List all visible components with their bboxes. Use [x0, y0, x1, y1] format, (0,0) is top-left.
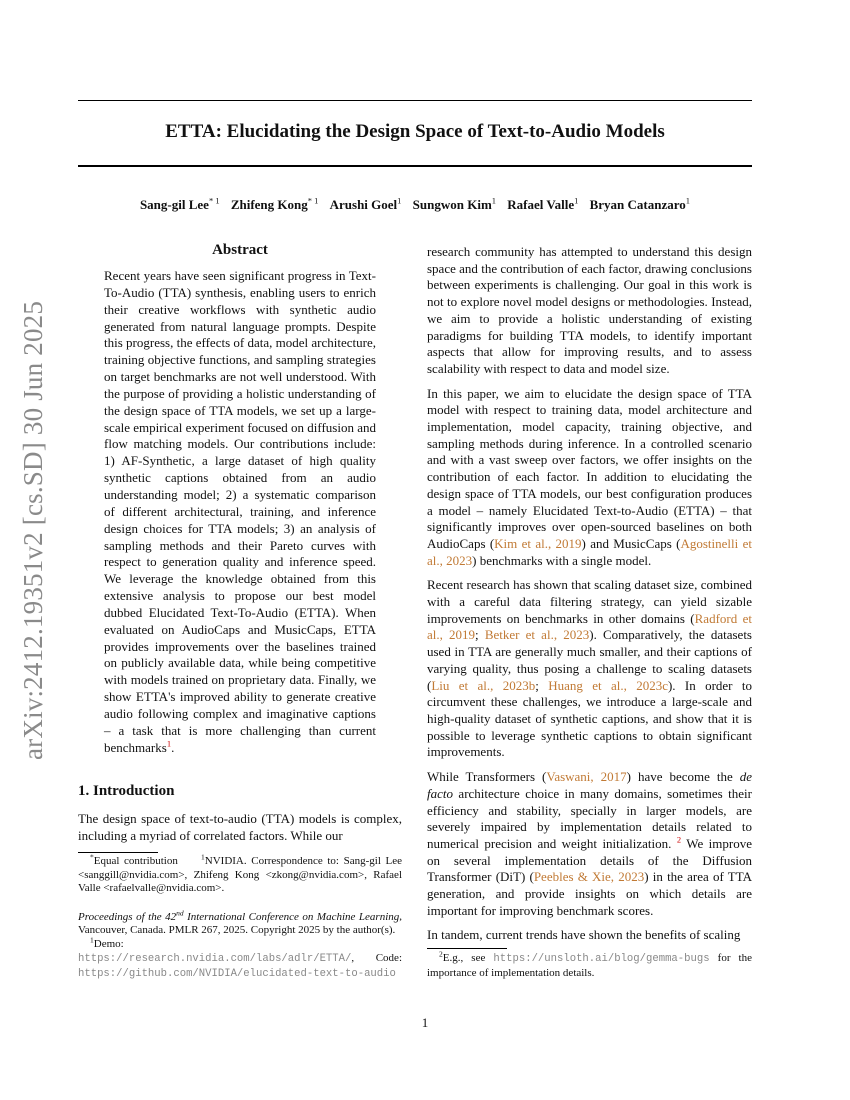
citation-link[interactable]: Liu et al., 2023b [431, 677, 536, 693]
author: Bryan Catanzaro$^1$ [589, 196, 691, 213]
footnote-right: $^2$E.g., see https://unsloth.ai/blog/gemma-bugs for the importance of implementation details. [427, 949, 752, 979]
intro-paragraph: The design space of text-to-audio (TTA) models is complex, including a myriad of correlated factors. While our [78, 811, 402, 843]
paragraph: research community has attempted to understand this design space and the contribution of each factor, drawing conclusions between experiments is challenging. Our goal in this work is not to explore novel model designs or methodologies. Instead, we aim to provide a holistic understanding of existing paradigms for building TTA models, to identify important aspects that allow for improving results, and to assess scalability with respect to data and model size. [427, 244, 752, 376]
title-top-rule [78, 100, 752, 101]
section-heading-introduction: 1. Introduction [78, 783, 175, 799]
footnote-1-link[interactable]: 1 [166, 738, 172, 749]
right-column [427, 244, 752, 952]
footnote-affiliation: *Equal contribution $^1$NVIDIA. Correspondence to: Sang-gil Lee <sanggill@nvidia.com>, Zhifeng Kong <zkong@nvidia.com>, Rafael Valle <rafaelvalle@nvidia.com>. [78, 852, 403, 895]
author: Rafael Valle$^1$ [507, 196, 579, 213]
citation-link[interactable]: Radford et al., 2019 [427, 610, 752, 643]
arxiv-stamp: arXiv:2412.19351v2 [cs.SD] 30 Jun 2025 [18, 300, 48, 760]
author: Sungwon Kim$^1$ [412, 196, 497, 213]
citation-link[interactable]: Betker et al., 2023 [484, 627, 590, 643]
citation-link[interactable]: Vaswani, 2017 [546, 769, 627, 785]
footnote-proceedings: Proceedings of the 42nd International Conference on Machine Learning, Vancouver, Canada. PMLR 267, 2025. Copyright 2025 by the author(s). [78, 908, 402, 937]
gemma-bugs-link[interactable]: https://unsloth.ai/blog/gemma-bugs [493, 953, 710, 965]
citation-link[interactable]: Huang et al., 2023c [548, 677, 668, 693]
footnote-2-link[interactable]: 2 [676, 834, 682, 845]
paper-title: ETTA: Elucidating the Design Space of Text-to-Audio Models [165, 121, 665, 142]
code-link[interactable]: https://github.com/NVIDIA/elucidated-text-to-audio [78, 967, 396, 980]
abstract-heading: Abstract [212, 242, 268, 258]
title-bottom-rule [78, 165, 752, 167]
abstract-body: Recent years have seen significant progress in Text-To-Audio (TTA) synthesis, enabling users to enrich their creative workflows with synthetic audio generated from natural language prompts. Despite this progress, the effects of data, model architecture, training objective functions, and sampling strategies on target benchmarks are not well understood. With the purpose of providing a holistic understanding of the design space of TTA models, we set up a large-scale empirical experiment focused on diffusion and flow matching models. Our contributions include: 1) AF-Synthetic, a large dataset of high quality synthetic captions obtained from an audio understanding model; 2) a systematic comparison of different architectural, training, and inference design choices for TTA models; 3) an analysis of sampling methods and their Pareto curves with respect to generation quality and inference speed. We leverage the knowledge obtained from this extensive analysis to propose our best model dubbed Elucidated Text-To-Audio (ETTA). When evaluated on AudioCaps and MusicCaps, ETTA provides improvements over the baselines trained on publicly available data, while being competitive with models trained on proprietary data. Finally, we show ETTA's improved ability to generate creative audio following complex and imaginative captions – a task that is more challenging than current benchmarks$^1$. [104, 268, 376, 755]
author-list [78, 196, 752, 213]
author: Sang-gil Lee$^{* 1}$ [139, 196, 220, 213]
author: Zhifeng Kong$^{* 1}$ [230, 196, 319, 213]
page-number: 1 [421, 1015, 429, 1030]
author: Arushi Goel$^1$ [329, 196, 402, 213]
footnote-demo: $^1$Demo: https://research.nvidia.com/labs/adlr/ETTA/, Code: https://github.com/NVIDIA/elucidated-text-to-audio [78, 935, 402, 980]
citation-link[interactable]: Agostinelli et al., 2023 [427, 535, 752, 568]
paragraph: In this paper, we aim to elucidate the design space of TTA model with respect to training data, model architecture and implementation, model capacity, training objective, and sampling methods during inference. In a controlled scenario and with a vast sweep over factors, we offer insights on the contribution of each factor. In addition to elucidating the design space of TTA models, our best configuration produces a model – namely Elucidated Text-to-Audio (ETTA) – that significantly improves over open-sourced baselines on both AudioCaps (Kim et al., 2019) and MusicCaps (Agostinelli et al., 2023) benchmarks with a single model. [427, 385, 752, 568]
paragraph: While Transformers (Vaswani, 2017) have become the de facto architecture choice in many domains, sometimes their efficiency and stability, specially in larger models, are severely impaired by implementation details related to numerical precision and weight initialization. $^2$ We improve on several implementation details of the Diffusion Transformer (DiT) (Peebles & Xie, 2023) in the area of TTA generation, and provide insights on which details are important for improving benchmark scores. [427, 769, 752, 918]
citation-link[interactable]: Kim et al., 2019 [494, 535, 582, 551]
citation-link[interactable]: Peebles & Xie, 2023 [533, 869, 645, 885]
footnotes-left [78, 852, 403, 981]
paragraph: In tandem, current trends have shown the benefits of scaling [427, 927, 741, 943]
demo-link[interactable]: https://research.nvidia.com/labs/adlr/ETTA/ [78, 952, 352, 965]
paragraph: Recent research has shown that scaling dataset size, combined with a careful data filtering strategy, can yield sizable improvements on benchmarks in other domains (Radford et al., 2019; Betker et al., 2023). Comparatively, the datasets used in TTA are generally much smaller, and their captions of varying quality, thus posing a challenge to scaling datasets (Liu et al., 2023b; Huang et al., 2023c). In order to circumvent these challenges, we introduce a large-scale and high-quality dataset of synthetic captions, and show that it is possible to leverage synthetic captions to obtain significant improvements. [427, 577, 752, 760]
